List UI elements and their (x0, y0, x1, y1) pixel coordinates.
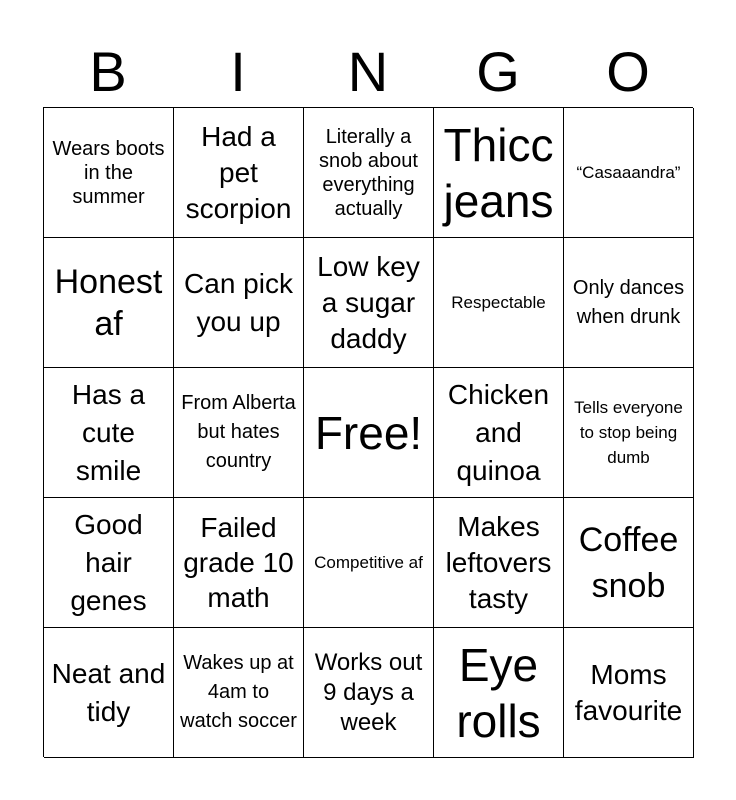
cell-text: Competitive af (314, 552, 423, 572)
cell-text: Makes leftovers tasty (445, 510, 552, 614)
bingo-cell[interactable] (434, 498, 564, 628)
cell-text: Eye rolls (456, 638, 541, 747)
cell-text: Coffee snob (578, 520, 679, 605)
bingo-cell[interactable] (304, 498, 434, 628)
bingo-cell[interactable] (174, 498, 304, 628)
header-letter-i: I (230, 40, 246, 103)
bingo-cell[interactable] (434, 368, 564, 498)
bingo-cell[interactable] (174, 238, 304, 368)
cell-text: Respectable (451, 292, 546, 312)
cell-text: Good hair genes (70, 508, 147, 616)
bingo-cell[interactable] (174, 108, 304, 238)
cell-text: Tells everyone to stop being dumb (574, 398, 683, 467)
bingo-header (43, 38, 693, 106)
header-letter-n: N (347, 40, 389, 103)
cell-text: Works out 9 days a week (314, 648, 423, 736)
bingo-cell[interactable] (174, 368, 304, 498)
bingo-cell[interactable] (44, 108, 174, 238)
bingo-cell[interactable] (44, 368, 174, 498)
bingo-cell[interactable] (44, 498, 174, 628)
cell-text: Had a pet scorpion (185, 120, 292, 224)
bingo-cell[interactable] (304, 628, 434, 758)
bingo-cell[interactable] (304, 108, 434, 238)
header-letter-b: B (89, 40, 127, 103)
cell-text: From Alberta but hates country (181, 392, 296, 472)
bingo-cell[interactable] (304, 238, 434, 368)
bingo-board (43, 107, 693, 757)
cell-text: Has a cute smile (71, 378, 146, 486)
cell-text: Wakes up at 4am to watch soccer (180, 652, 297, 732)
cell-text: Only dances when drunk (572, 276, 685, 328)
bingo-cell[interactable] (564, 368, 694, 498)
bingo-cell free-space[interactable] (304, 368, 434, 498)
cell-text: Wears boots in the summer (52, 137, 165, 208)
cell-text: Can pick you up (184, 267, 293, 337)
bingo-cell[interactable] (564, 238, 694, 368)
cell-text: Failed grade 10 math (183, 512, 294, 613)
header-letter-g: G (476, 40, 520, 103)
bingo-cell[interactable] (434, 628, 564, 758)
cell-text: Moms favourite (574, 658, 683, 726)
bingo-cell[interactable] (174, 628, 304, 758)
bingo-cell[interactable] (564, 108, 694, 238)
bingo-cell[interactable] (564, 498, 694, 628)
cell-text: Honest af (54, 262, 163, 343)
cell-text: Thicc jeans (443, 118, 554, 227)
bingo-cell[interactable] (44, 238, 174, 368)
cell-text: Chicken and quinoa (447, 378, 550, 486)
cell-text: “Casaaandra” (576, 162, 681, 182)
cell-text: Neat and tidy (51, 657, 166, 727)
cell-text: Free! (314, 406, 423, 459)
bingo-cell[interactable] (434, 108, 564, 238)
bingo-cell[interactable] (44, 628, 174, 758)
bingo-cell[interactable] (564, 628, 694, 758)
header-letter-o: O (606, 40, 650, 103)
cell-text: Low key a sugar daddy (317, 250, 420, 354)
bingo-cell[interactable] (434, 238, 564, 368)
cell-text: Literally a snob about everything actually (319, 125, 418, 220)
